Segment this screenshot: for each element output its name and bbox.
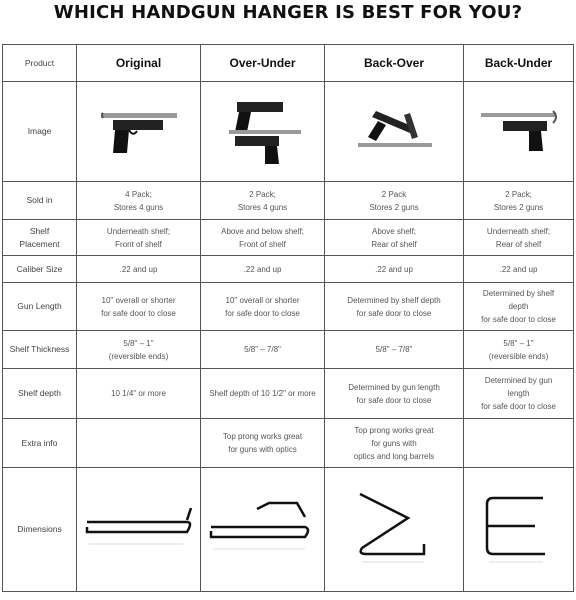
thickness-over-under: 5/8" – 7/8" bbox=[201, 331, 325, 369]
row-label-extra-info: Extra info bbox=[3, 419, 77, 468]
extra-original bbox=[77, 419, 201, 468]
sold-in-original: 4 Pack; Stores 4 guns bbox=[77, 182, 201, 220]
handgun-hanger-image bbox=[223, 96, 303, 168]
row-label-sold-in: Sold in bbox=[3, 182, 77, 220]
table-row bbox=[3, 331, 574, 369]
extra-back-over: Top prong works great for guns with optics and long barrels bbox=[325, 419, 464, 468]
handgun-hanger-image bbox=[479, 107, 559, 157]
caliber-original: .22 and up bbox=[77, 256, 201, 283]
row-label-gun-length: Gun Length bbox=[3, 283, 77, 331]
table-row bbox=[3, 419, 574, 468]
table-row bbox=[3, 369, 574, 419]
caliber-back-over: .22 and up bbox=[325, 256, 464, 283]
sold-in-over-under: 2 Pack; Stores 4 guns bbox=[201, 182, 325, 220]
extra-over-under: Top prong works great for guns with optics bbox=[201, 419, 325, 468]
product-name-back-over: Back-Over bbox=[325, 45, 464, 82]
table-row bbox=[3, 182, 574, 220]
depth-over-under: Shelf depth of 10 1/2" or more bbox=[201, 369, 325, 419]
image-back-over bbox=[325, 82, 464, 182]
caliber-over-under: .22 and up bbox=[201, 256, 325, 283]
original-dimension-diagram bbox=[83, 500, 195, 560]
header-row bbox=[3, 45, 574, 82]
comparison-table bbox=[2, 44, 574, 592]
placement-back-over: Above shelf; Rear of shelf bbox=[325, 220, 464, 256]
length-original: 10" overall or shorter for safe door to close bbox=[77, 283, 201, 331]
thickness-back-under: 5/8" – 1" (reversible ends) bbox=[464, 331, 574, 369]
handgun-hanger-image bbox=[99, 107, 179, 157]
length-over-under: 10" overall or shorter for safe door to close bbox=[201, 283, 325, 331]
extra-back-under bbox=[464, 419, 574, 468]
table-row bbox=[3, 256, 574, 283]
table-row bbox=[3, 220, 574, 256]
product-name-over-under: Over-Under bbox=[201, 45, 325, 82]
row-label-product: Product bbox=[3, 45, 77, 82]
depth-original: 10 1/4" or more bbox=[77, 369, 201, 419]
thickness-back-over: 5/8" – 7/8" bbox=[325, 331, 464, 369]
dimensions-over-under bbox=[201, 468, 325, 592]
image-back-under bbox=[464, 82, 574, 182]
image-over-under bbox=[201, 82, 325, 182]
table-row bbox=[3, 283, 574, 331]
dimensions-back-over bbox=[325, 468, 464, 592]
row-label-image: Image bbox=[3, 82, 77, 182]
back-under-dimension-diagram bbox=[469, 490, 569, 570]
page-title: WHICH HANDGUN HANGER IS BEST FOR YOU? bbox=[53, 2, 523, 23]
image-row bbox=[3, 82, 574, 182]
product-name-original: Original bbox=[77, 45, 201, 82]
depth-back-under: Determined by gun length for safe door to close bbox=[464, 369, 574, 419]
dimensions-back-under bbox=[464, 468, 574, 592]
depth-back-over: Determined by gun length for safe door to close bbox=[325, 369, 464, 419]
row-label-shelf-thickness: Shelf Thickness bbox=[3, 331, 77, 369]
table-row bbox=[3, 468, 574, 592]
thickness-original: 5/8" – 1" (reversible ends) bbox=[77, 331, 201, 369]
sold-in-back-under: 2 Pack; Stores 2 guns bbox=[464, 182, 574, 220]
sold-in-back-over: 2 Pack Stores 2 guns bbox=[325, 182, 464, 220]
length-back-under: Determined by shelf depth for safe door to close bbox=[464, 283, 574, 331]
product-name-back-under: Back-Under bbox=[464, 45, 574, 82]
image-original bbox=[77, 82, 201, 182]
row-label-dimensions: Dimensions bbox=[3, 468, 77, 592]
row-label-shelf-depth: Shelf depth bbox=[3, 369, 77, 419]
handgun-hanger-image bbox=[354, 107, 434, 157]
back-over-dimension-diagram bbox=[338, 490, 450, 570]
placement-original: Underneath shelf; Front of shelf bbox=[77, 220, 201, 256]
row-label-caliber: Caliber Size bbox=[3, 256, 77, 283]
placement-over-under: Above and below shelf; Front of shelf bbox=[201, 220, 325, 256]
caliber-back-under: .22 and up bbox=[464, 256, 574, 283]
length-back-over: Determined by shelf depth for safe door to close bbox=[325, 283, 464, 331]
over-under-dimension-diagram bbox=[207, 495, 319, 565]
row-label-placement: Shelf Placement bbox=[3, 220, 77, 256]
placement-back-under: Underneath shelf; Rear of shelf bbox=[464, 220, 574, 256]
dimensions-original bbox=[77, 468, 201, 592]
